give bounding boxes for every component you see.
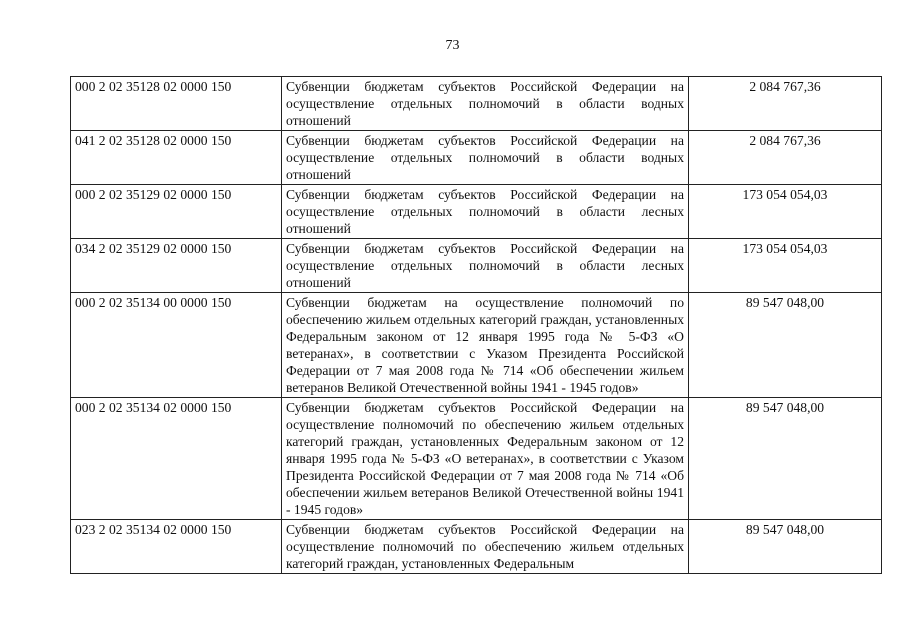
page-number: 73 [445,38,460,53]
table-row [71,520,882,574]
budget-code-cell: 000 2 02 35134 00 0000 150 [71,293,282,398]
budget-code-cell: 023 2 02 35134 02 0000 150 [71,520,282,574]
amount-cell: 89 547 048,00 [689,293,882,398]
table-row [71,131,882,185]
budget-code-cell: 000 2 02 35134 02 0000 150 [71,398,282,520]
income-name-cell: Субвенции бюджетам на осуществление полномочий по обеспечению жильем отдельных категорий граждан, установленных Федеральным законом от 12 января 1995 года № 5-ФЗ «О ветеранах», в соответствии с Указом Президента Российской Федерации от 7 мая 2008 года № 714 «Об обеспечении жильем ветеранов Великой Отечественной войны 1941 - 1945 годов» [282,293,689,398]
budget-table [70,76,882,574]
budget-code-cell: 041 2 02 35128 02 0000 150 [71,131,282,185]
table-row [71,185,882,239]
table-row [71,77,882,131]
amount-cell: 173 054 054,03 [689,239,882,293]
budget-code-cell: 000 2 02 35128 02 0000 150 [71,77,282,131]
budget-code-cell: 034 2 02 35129 02 0000 150 [71,239,282,293]
income-name-cell: Субвенции бюджетам субъектов Российской Федерации на осуществление отдельных полномочий в области водных отношений [282,131,689,185]
table-row [71,398,882,520]
income-name-cell: Субвенции бюджетам субъектов Российской Федерации на осуществление отдельных полномочий в области лесных отношений [282,185,689,239]
amount-cell: 89 547 048,00 [689,520,882,574]
budget-code-cell: 000 2 02 35129 02 0000 150 [71,185,282,239]
income-name-cell: Субвенции бюджетам субъектов Российской Федерации на осуществление отдельных полномочий в области водных отношений [282,77,689,131]
amount-cell: 2 084 767,36 [689,77,882,131]
table-row [71,293,882,398]
income-name-cell: Субвенции бюджетам субъектов Российской Федерации на осуществление полномочий по обеспечению жильем отдельных категорий граждан, установленных Федеральным законом от 12 января 1995 года № 5-ФЗ «О ветеранах», в соответствии с Указом Президента Российской Федерации от 7 мая 2008 года № 714 «Об обеспечении жильем ветеранов Великой Отечественной войны 1941 - 1945 годов» [282,398,689,520]
table-row [71,239,882,293]
amount-cell: 2 084 767,36 [689,131,882,185]
amount-cell: 173 054 054,03 [689,185,882,239]
income-name-cell: Субвенции бюджетам субъектов Российской Федерации на осуществление полномочий по обеспечению жильем отдельных категорий граждан, установленных Федеральным [282,520,689,574]
income-name-cell: Субвенции бюджетам субъектов Российской Федерации на осуществление отдельных полномочий в области лесных отношений [282,239,689,293]
amount-cell: 89 547 048,00 [689,398,882,520]
